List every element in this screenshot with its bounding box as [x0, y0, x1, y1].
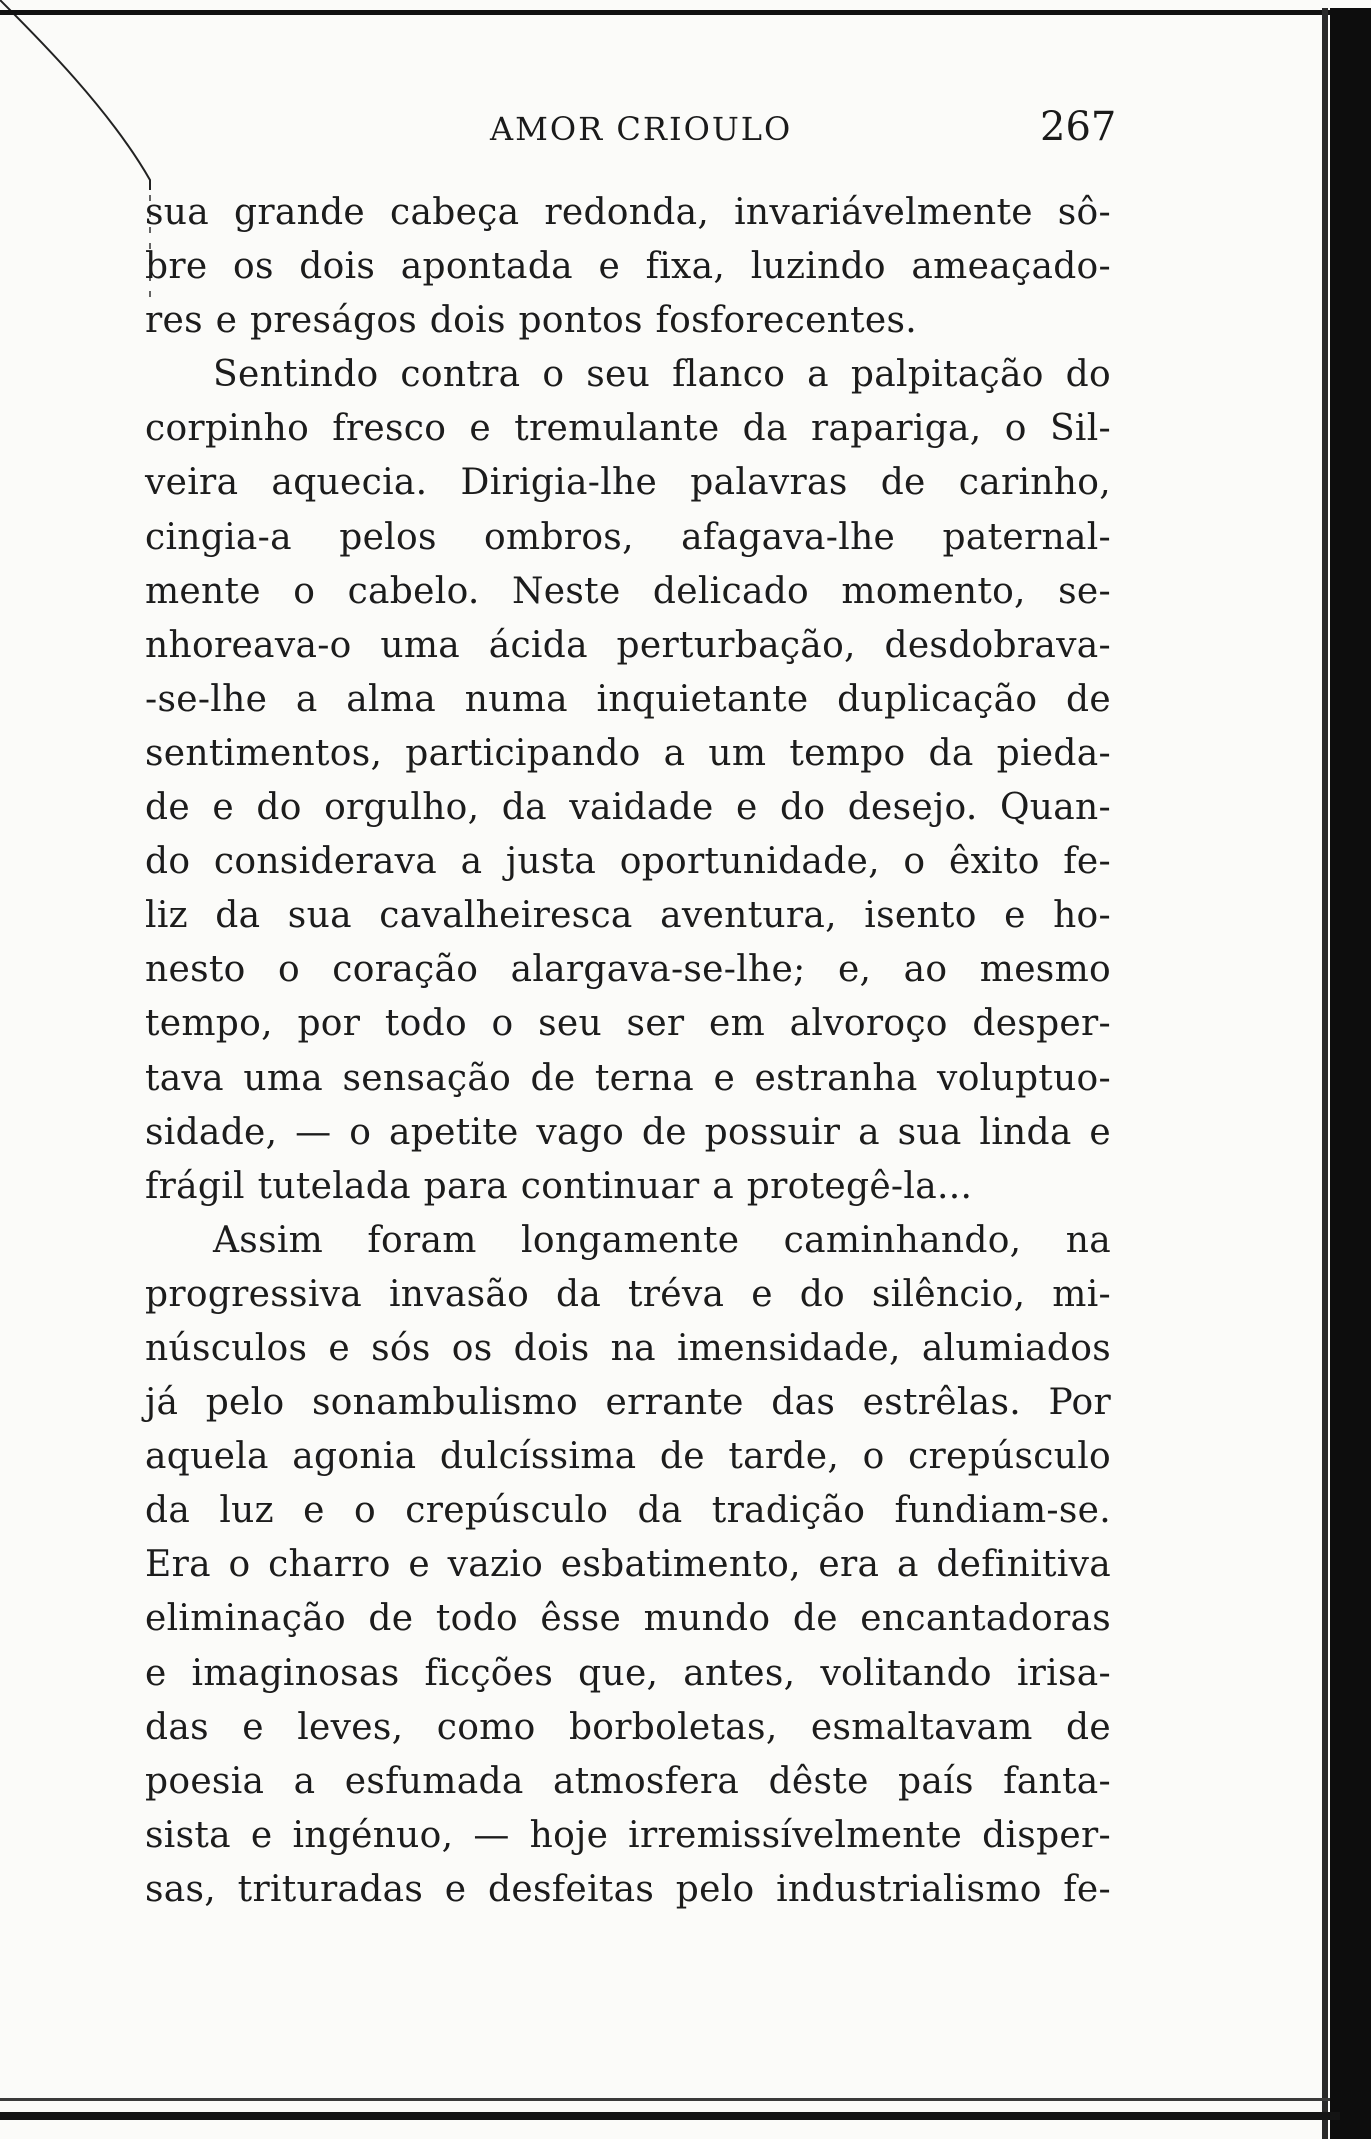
scan-border-bottom-thin [0, 2098, 1330, 2101]
text-line: núsculos e sós os dois na imensidade, alumiados [145, 1327, 1111, 1369]
text-line: sas, trituradas e desfeitas pelo industrialismo fe- [145, 1868, 1111, 1910]
text-line: aquela agonia dulcíssima de tarde, o crepúsculo [145, 1436, 1111, 1478]
scan-border-bottom [0, 2112, 1340, 2120]
text-line: nhoreava-o uma ácida perturbação, desdobrava- [145, 624, 1111, 666]
text-line: eliminação de todo êsse mundo de encantadoras [145, 1598, 1111, 1640]
paragraph-start-line: Sentindo contra o seu flanco a palpitação do [213, 354, 1111, 396]
text-line: e imaginosas ficções que, antes, volitando irisa- [145, 1652, 1111, 1694]
text-line: liz da sua cavalheiresca aventura, isento e ho- [145, 895, 1111, 937]
running-title: AMOR CRIOULO [490, 110, 793, 148]
text-line: bre os dois apontada e fixa, luzindo ameaçado- [145, 246, 1111, 288]
text-line: frágil tutelada para continuar a protegê-la... [145, 1165, 973, 1207]
text-line: do considerava a justa oportunidade, o êxito fe- [145, 841, 1111, 883]
text-line: nesto o coração alargava-se-lhe; e, ao mesmo [145, 949, 1111, 991]
text-line: -se-lhe a alma numa inquietante duplicação de [145, 678, 1111, 720]
body-text [145, 186, 1111, 1917]
text-line: veira aquecia. Dirigia-lhe palavras de carinho, [145, 462, 1111, 504]
scan-border-right-inner [1322, 8, 1328, 2139]
scan-border-right [1330, 8, 1371, 2139]
text-line: tempo, por todo o seu ser em alvoroço desper- [145, 1003, 1111, 1045]
text-line: Era o charro e vazio esbatimento, era a definitiva [145, 1544, 1111, 1586]
text-line: das e leves, como borboletas, esmaltavam de [145, 1706, 1111, 1748]
text-line: cingia-a pelos ombros, afagava-lhe paternal- [145, 516, 1111, 558]
text-line: progressiva invasão da tréva e do silêncio, mi- [145, 1273, 1111, 1315]
text-line: tava uma sensação de terna e estranha voluptuo- [145, 1057, 1111, 1099]
paragraph-start-line: Assim foram longamente caminhando, na [213, 1219, 1111, 1261]
text-line: sista e ingénuo, — hoje irremissívelmente disper- [145, 1814, 1111, 1856]
text-line: da luz e o crepúsculo da tradição fundiam-se. [145, 1490, 1111, 1532]
text-line: sua grande cabeça redonda, invariávelmente sô- [145, 192, 1111, 233]
text-line: corpinho fresco e tremulante da rapariga, o Sil- [145, 408, 1111, 450]
text-line: sidade, — o apetite vago de possuir a sua linda e [145, 1111, 1111, 1153]
text-line: mente o cabelo. Neste delicado momento, se- [145, 570, 1111, 612]
text-line: de e do orgulho, da vaidade e do desejo. Quan- [145, 787, 1111, 829]
page-number: 267 [1040, 104, 1117, 150]
text-line: sentimentos, participando a um tempo da pieda- [145, 732, 1111, 774]
text-line: res e preságos dois pontos fosforecentes. [145, 300, 918, 342]
scan-border-top [0, 10, 1340, 15]
text-line: já pelo sonambulismo errante das estrêlas. Por [145, 1382, 1111, 1424]
text-line: poesia a esfumada atmosfera dêste país fanta- [145, 1760, 1111, 1802]
